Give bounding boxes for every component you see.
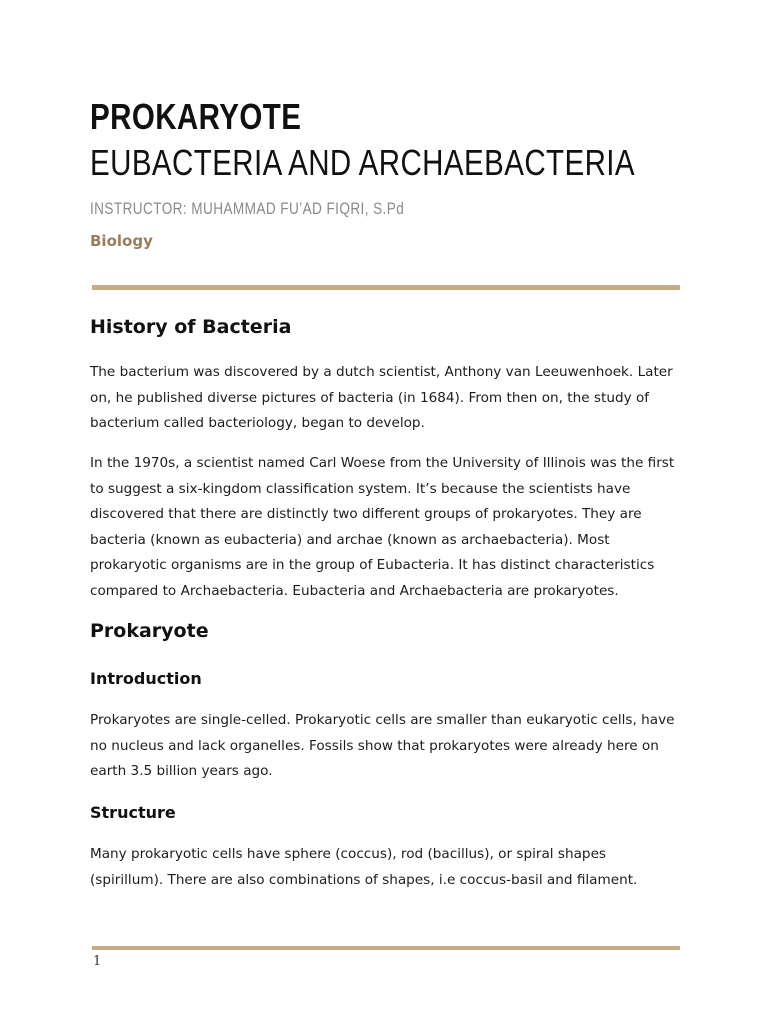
subheading-structure: Structure	[90, 803, 176, 822]
section-heading-prokaryote: Prokaryote	[90, 620, 209, 642]
introduction-paragraph: Prokaryotes are single-celled. Prokaryotic cells are smaller than eukaryotic cells, have no nucleus and lack organelles. Fossils show that prokaryotes were already here on earth 3.5 billion years ago.	[90, 712, 675, 779]
structure-paragraph: Many prokaryotic cells have sphere (coccus), rod (bacillus), or spiral shapes (spirillum). There are also combinations of shapes, i.e coccus-basil and filament.	[90, 846, 638, 888]
header-divider	[92, 285, 680, 290]
subject-label: Biology	[90, 232, 153, 250]
document-subtitle: EUBACTERIA AND ARCHAEBACTERIA	[90, 142, 636, 183]
history-paragraph-1: The bacterium was discovered by a dutch scientist, Anthony van Leeuwenhoek. Later on, he published diverse pictures of bacteria (in 1684). From then on, the study of bacterium called bacteriology, began to develop.	[90, 364, 673, 431]
subheading-introduction: Introduction	[90, 669, 202, 688]
section-heading-history: History of Bacteria	[90, 316, 292, 338]
document-title: PROKARYOTE	[90, 96, 302, 137]
history-paragraph-2: In the 1970s, a scientist named Carl Woese from the University of Illinois was the first to suggest a six-kingdom classification system. It’s because the scientists have discovered that there are distinctly two different groups of prokaryotes. They are bacteria (known as eubacteria) and archae (known as archaebacteria). Most prokaryotic organisms are in the group of Eubacteria. It has distinct characteristics compared to Archaebacteria. Eubacteria and Archaebacteria are prokaryotes.	[90, 455, 675, 599]
page-number: 1	[93, 954, 102, 969]
instructor-line: INSTRUCTOR: MUHAMMAD FU’AD FIQRI, S.Pd	[90, 199, 405, 218]
footer-divider	[92, 946, 680, 950]
